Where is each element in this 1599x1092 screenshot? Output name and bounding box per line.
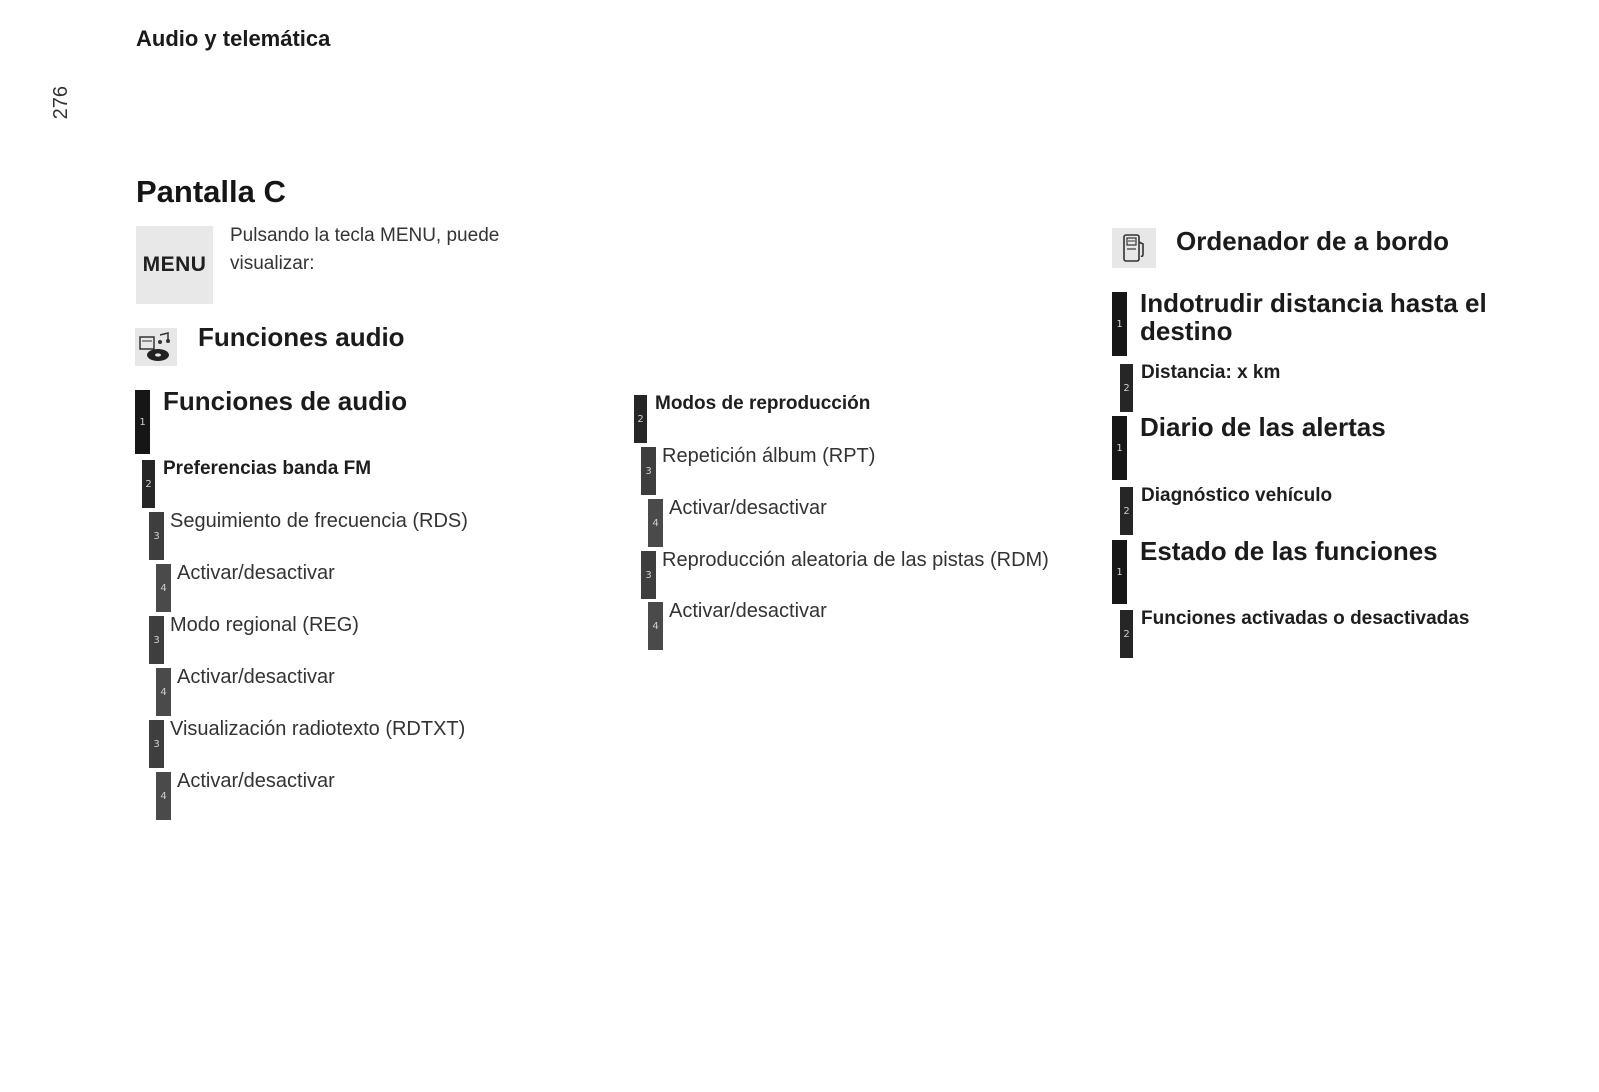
menu-item-level-1 [1112,536,1438,604]
level-marker: 3 [641,551,656,599]
computer-section-title: Ordenador de a bordo [1176,226,1450,256]
level-marker: 4 [156,668,171,716]
item-label: Modos de reproducción [655,393,871,414]
menu-key-icon [136,226,213,304]
menu-item-level-4 [156,564,335,612]
level-marker: 1 [1112,540,1127,604]
item-label: Distancia: x km [1141,362,1281,383]
menu-item-level-3 [641,447,875,495]
item-label: Activar/desactivar [669,600,827,622]
item-label: Modo regional (REG) [170,614,359,636]
item-label: Repetición álbum (RPT) [662,445,876,467]
level-marker: 3 [149,720,164,768]
item-label: Visualización radiotexto (RDTXT) [170,718,466,740]
audio-cd-icon [135,328,177,366]
item-label: Preferencias banda FM [163,458,372,479]
menu-item-level-2 [634,395,870,443]
page-number: 276 [50,86,72,120]
menu-item-level-2 [1120,610,1469,658]
level-marker: 1 [1112,416,1127,480]
menu-description: Pulsando la tecla MENU, puede visualizar: [230,225,500,274]
level-marker: 2 [634,395,647,443]
level-marker: 1 [1112,292,1127,356]
audio-section-title: Funciones audio [198,322,405,352]
level-marker: 4 [648,499,663,547]
menu-item-level-2 [142,460,371,508]
level-marker: 3 [149,512,164,560]
item-label: Funciones de audio [163,386,408,416]
level-marker: 1 [135,390,150,454]
fuel-pump-icon [1112,228,1156,268]
item-label: Diagnóstico vehículo [1141,485,1333,506]
menu-item-level-4 [156,772,335,820]
item-label: Activar/desactivar [177,562,335,584]
page-title: Pantalla C [136,174,286,209]
chapter-title: Audio y telemática [136,26,331,51]
menu-item-level-3 [641,551,1049,599]
level-marker: 4 [648,602,663,650]
item-label: Reproducción aleatoria de las pistas (RDM) [662,549,1049,571]
level-marker: 2 [142,460,155,508]
item-label: Estado de las funciones [1140,536,1438,566]
menu-item-level-4 [648,499,827,547]
level-marker: 2 [1120,364,1133,412]
item-label: Funciones activadas o desactivadas [1141,608,1470,629]
menu-item-level-3 [149,512,468,560]
menu-item-level-1 [1112,412,1386,480]
menu-item-level-1 [135,386,408,454]
item-label: Activar/desactivar [177,770,335,792]
menu-item-level-2 [1120,364,1280,412]
level-marker: 4 [156,772,171,820]
item-label: Diario de las alertas [1140,412,1386,442]
level-marker: 3 [149,616,164,664]
item-label: Seguimiento de frecuencia (RDS) [170,510,468,532]
menu-item-level-4 [156,668,335,716]
item-label: Activar/desactivar [177,666,335,688]
menu-item-level-1 [1112,288,1552,356]
item-label: Activar/desactivar [669,497,827,519]
level-marker: 3 [641,447,656,495]
menu-item-level-3 [149,616,359,664]
menu-item-level-4 [648,602,827,650]
level-marker: 2 [1120,610,1133,658]
menu-item-level-2 [1120,487,1332,535]
item-label: Indotrudir distancia hasta el destino [1140,288,1487,346]
level-marker: 2 [1120,487,1133,535]
menu-item-level-3 [149,720,465,768]
menu-key-label: MENU [142,253,207,276]
level-marker: 4 [156,564,171,612]
